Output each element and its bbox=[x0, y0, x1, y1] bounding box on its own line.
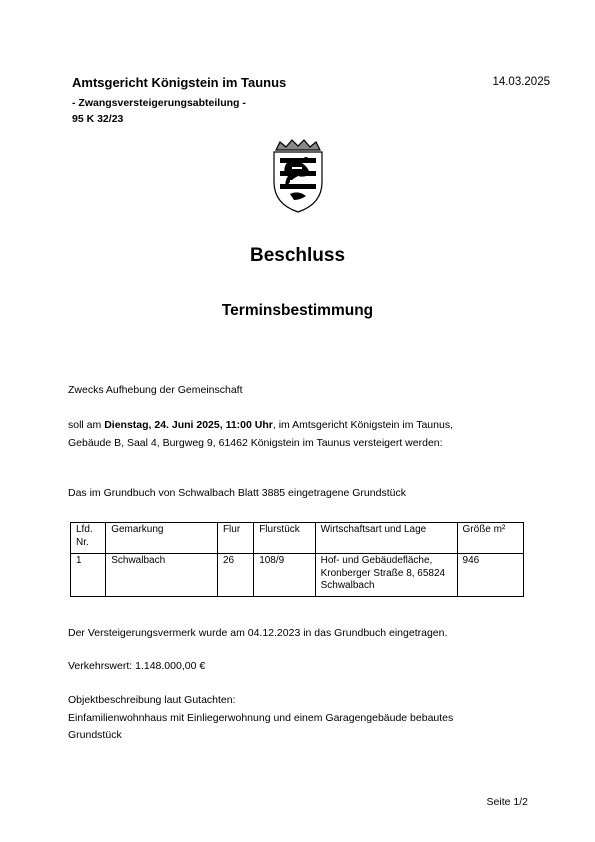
document-title: Beschluss bbox=[249, 245, 346, 266]
column-header: Lfd. Nr. bbox=[71, 523, 106, 554]
sentence-prefix: soll am bbox=[68, 419, 105, 431]
column-header: Flur bbox=[217, 523, 253, 554]
description-heading: Objektbeschreibung laut Gutachten: bbox=[68, 694, 236, 706]
location-text: Gebäude B, Saal 4, Burgweg 9, 61462 Königstein im Taunus versteigert werden: bbox=[68, 437, 443, 449]
column-header: Größe m² bbox=[457, 523, 523, 554]
table-cell: 26 bbox=[217, 554, 253, 597]
table-cell: 1 bbox=[71, 554, 106, 597]
column-header: Gemarkung bbox=[106, 523, 218, 554]
table-cell: Hof- und Gebäudefläche, Kronberger Straße 8, 65824 Schwalbach bbox=[315, 554, 457, 597]
document-date: 14.03.2025 bbox=[492, 76, 550, 88]
market-value: Verkehrswert: 1.148.000,00 € bbox=[68, 660, 206, 672]
appointment-datetime: Dienstag, 24. Juni 2025, 11:00 Uhr bbox=[104, 419, 273, 431]
description-line: Grundstück bbox=[68, 729, 122, 741]
register-note: Der Versteigerungsvermerk wurde am 04.12.2023 in das Grundbuch eingetragen. bbox=[68, 627, 448, 639]
appointment-sentence bbox=[68, 419, 453, 431]
table-cell: 108/9 bbox=[254, 554, 315, 597]
sentence-rest: , im Amtsgericht Königstein im Taunus, bbox=[272, 419, 453, 431]
case-number: 95 K 32/23 bbox=[72, 113, 124, 125]
table-cell: 946 bbox=[457, 554, 523, 597]
table-row bbox=[71, 554, 524, 597]
purpose-text: Zwecks Aufhebung der Gemeinschaft bbox=[68, 384, 243, 396]
hessen-coat-of-arms-icon bbox=[270, 138, 326, 214]
column-header: Flurstück bbox=[254, 523, 315, 554]
table-header-row bbox=[71, 523, 524, 554]
department: - Zwangsversteigerungsabteilung - bbox=[72, 97, 246, 109]
register-intro: Das im Grundbuch von Schwalbach Blatt 3885 eingetragene Grundstück bbox=[68, 487, 406, 499]
column-header: Wirtschaftsart und Lage bbox=[315, 523, 457, 554]
court-name: Amtsgericht Königstein im Taunus bbox=[72, 75, 287, 90]
page-number: Seite 1/2 bbox=[486, 796, 528, 808]
table-cell: Schwalbach bbox=[106, 554, 218, 597]
property-table bbox=[70, 522, 524, 597]
description-line: Einfamilienwohnhaus mit Einliegerwohnung und einem Garagengebäude bebautes bbox=[68, 712, 454, 724]
document-subtitle: Terminsbestimmung bbox=[221, 302, 374, 319]
